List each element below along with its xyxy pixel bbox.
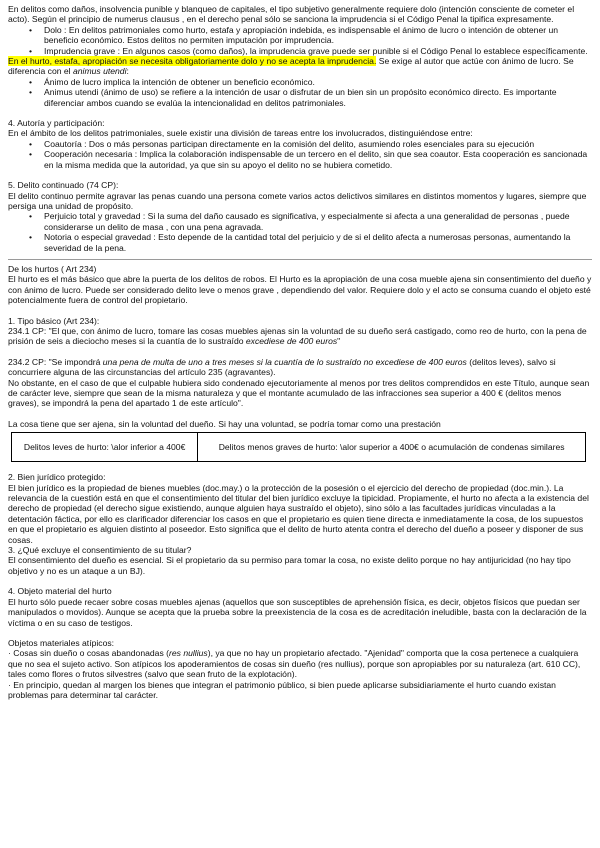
continuado-list bbox=[8, 211, 592, 253]
section-heading: 4. Objeto material del hurto bbox=[8, 586, 112, 597]
section-text: El bien jurídico es la propiedad de bienes muebles (doc.may.) o la protección de la posesión o el ejercicio del derecho de propiedad (doc.min.). La relevancia de la cuestión está en que el consentimiento del titular del bien jurídico excluye la tipicidad. Propiamente, el hurto no afecta a la existencia del derecho de propiedad (el derecho sigue existiendo, aunque alguien haya sustraído el objeto), sino sólo a las facultades jurídicas vinculadas a la detentación fáctica, por ello es clarificador diferenciar los casos en que el propietario es quien tiene directa e inmediatamente la cosa, de los supuestos en que el propietario es alguien distinto al poseedor. Esto significa que el delito de hurto atenta contra el derecho del dueño a poseer y disponer de sus cosas. bbox=[8, 482, 589, 545]
list-item: • Cooperación necesaria : Implica la colaboración indispensable de un tercero en el delito, sin que sea coautor. Esta cooperación es sancionada en la misma medida que la autoridad, ya que sin su apoyo el delito no se hubiera cometido. bbox=[44, 149, 592, 170]
section-divider bbox=[8, 259, 592, 260]
section-text: El consentimiento del dueño es esencial. Si el propietario da su permiso para tomar la cosa, no existe delito porque no hay antijuricidad (no hay tipo objetivo y no es un ataque a un BJ). bbox=[8, 555, 571, 576]
table-cell: Delitos leves de hurto: \alor inferior a 400€ bbox=[12, 433, 198, 462]
table-row bbox=[12, 433, 586, 462]
highlight-paragraph: En el hurto, estafa, apropiación se necesita obligatoriamente dolo y no se acepta la imprudencia. Se exige al autor que actúe con ánimo de lucro. Se diferencia con el animus utendi: bbox=[8, 56, 574, 77]
section-heading: De los hurtos ( Art 234) bbox=[8, 263, 97, 274]
article-quote: 234.2 CP: "Se impondrá una pena de multa de uno a tres meses si la cuantía de lo sustraído no excediese de 400 euros (delitos leves), salvo si concurriere alguna de las circunstancias del artículo 235 (agravantes). bbox=[8, 356, 556, 378]
list-item: • Perjuicio total y gravedad : Si la suma del daño causado es significativa, y especialmente si afecta a una generalidad de personas , puede considerarse un delito de masa , con una pena agravada. bbox=[44, 211, 592, 232]
list-item: • Ánimo de lucro implica la intención de obtener un beneficio económico. bbox=[44, 77, 592, 87]
list-item: • Imprudencia grave : En algunos casos (como daños), la imprudencia grave puede ser punible si el Código Penal lo establece específicamente. bbox=[44, 46, 592, 56]
section-text: El hurto sólo puede recaer sobre cosas muebles ajenas (aquellos que son susceptibles de aprehensión física, es decir, objetos físicos que puedan ser manipulados o movidos). Aunque se acepta que la prueba sobre la preexistencia de la cosa es de acreditación ineludible, basta con la declaración de la víctima o en su caso de testigos. bbox=[8, 596, 587, 628]
animus-list bbox=[8, 77, 592, 108]
list-item: • Animus utendi (ánimo de uso) se refiere a la intención de usar o disfrutar de un bien sin un propósito económico directo. Es importante diferenciar ambos cuando se evalúa la intencionalidad en delitos patrimoniales. bbox=[44, 87, 592, 108]
section-heading: 4. Autoría y participación: bbox=[8, 118, 105, 129]
comparison-table bbox=[11, 432, 586, 462]
intro-paragraph: En delitos como daños, insolvencia punible y blanqueo de capitales, el tipo subjetivo generalmente requiere dolo (intención consciente de cometer el acto). Según el principio de numerus clausus , en el derecho penal sólo se sanciona la imprudencia si el Código Penal la tipifica expresamente. bbox=[8, 4, 575, 25]
autoria-list bbox=[8, 139, 592, 170]
dolo-list bbox=[8, 25, 592, 56]
list-item: • Dolo : En delitos patrimoniales como hurto, estafa y apropiación indebida, es indispensable el ánimo de lucro o intención de obtener un beneficio económico. Estos delitos no permiten imputación por imprudencia. bbox=[44, 25, 592, 46]
section-heading: 1. Tipo básico (Art 234): bbox=[8, 315, 100, 326]
section-heading: Objetos materiales atípicos: bbox=[8, 637, 115, 648]
section-text: · En principio, quedan al margen los bienes que integran el patrimonio público, si bien puede aplicarse subsidiariamente el hurto cuando existan problemas para determinar tal carácter. bbox=[8, 679, 556, 700]
section-heading: 3. ¿Qué excluye el consentimiento de su titular? bbox=[8, 545, 192, 556]
animus-term: animus utendi bbox=[72, 66, 127, 77]
table-cell: Delitos menos graves de hurto: \alor superior a 400€ o acumulación de condenas similares bbox=[198, 433, 586, 462]
list-item: • Notoria o especial gravedad : Esto depende de la cantidad total del perjuicio y de si el delito afecta a numerosas personas, aumentando la severidad de la pena. bbox=[44, 232, 592, 253]
highlighted-text: En el hurto, estafa, apropiación se necesita obligatoriamente dolo y no se acepta la imprudencia. bbox=[8, 56, 377, 67]
list-item: • Coautoría : Dos o más personas participan directamente en la comisión del delito, asumiendo roles esenciales para su ejecución bbox=[44, 139, 592, 149]
article-quote: 234.1 CP: "El que, con ánimo de lucro, tomare las cosas muebles ajenas sin la voluntad de su dueño será castigado, como reo de hurto, con la pena de prisión de seis a dieciocho meses si la cuantía de lo sustraído excediese de 400 euros" bbox=[8, 325, 587, 347]
section-text: El hurto es el más básico que abre la puerta de los delitos de robos. El Hurto es la apropiación de una cosa mueble ajena sin consentimiento del dueño y con ánimo de lucro. Puede ser considerado delito leve o menos grave , dependiendo del valor. Requiere dolo y el acto se consuma cuando el objeto esté potencialmente fuera de control del propietario. bbox=[8, 274, 592, 306]
section-text: El delito continuo permite agravar las penas cuando una persona comete varios actos delictivos similares en distintos momentos y lugares, siempre que persiga una unidad de propósito. bbox=[8, 190, 587, 211]
section-heading: 2. Bien jurídico protegido: bbox=[8, 472, 106, 483]
section-heading: 5. Delito continuado (74 CP): bbox=[8, 180, 119, 191]
table-caption: La cosa tiene que ser ajena, sin la voluntad del dueño. Si hay una voluntad, se podría tomar como una prestación bbox=[8, 418, 441, 429]
section-text: En el ámbito de los delitos patrimoniales, suele existir una división de tareas entre los involucrados, distinguiéndose entre: bbox=[8, 128, 473, 139]
section-text: · Cosas sin dueño o cosas abandonadas (res nullius), ya que no hay un propietario afectado. "Ajenidad" comporta que la cosa pertenece a cualquiera que no sea el sujeto activo. Son atípicos los apoderamientos de cosas sin dueño (res nullius), porque son apropiables por su naturaleza (art. 610 CC), tales como flores o frutos silvestres (salvo que sean fruto de la explotación). bbox=[8, 648, 581, 680]
article-text: No obstante, en el caso de que el culpable hubiera sido condenado ejecutoriamente al menos por tres delitos comprendidos en este Título, aunque sean de carácter leve, siempre que sean de la misma naturaleza y que el montante acumulado de las infracciones sea superior a 400 € (delitos menos graves), se impondrá la pena del apartado 1 de este artículo". bbox=[8, 377, 590, 409]
